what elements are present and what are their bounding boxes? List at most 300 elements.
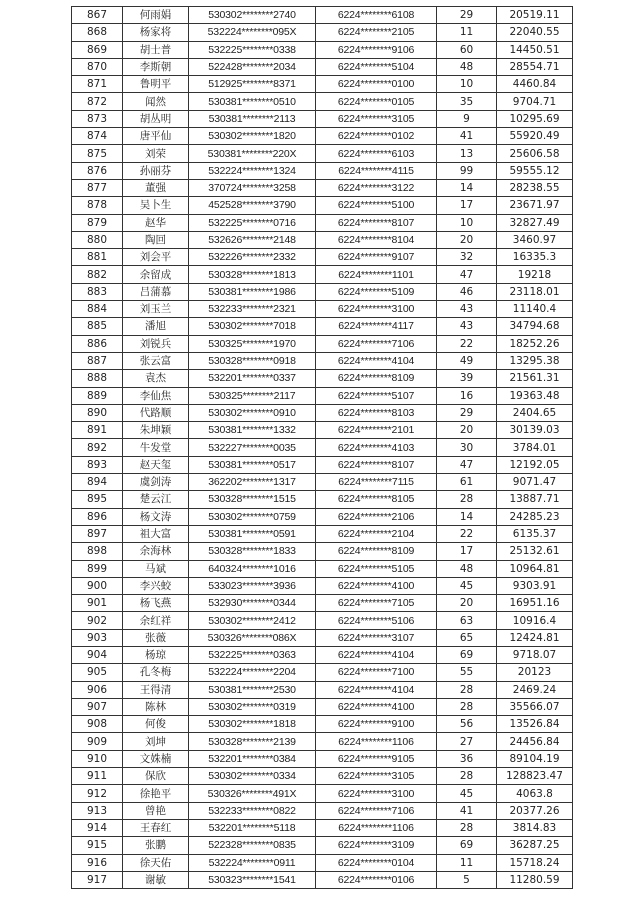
bank-account-cell: 6224********4103 xyxy=(316,439,437,456)
table-row xyxy=(72,266,573,283)
amount-cell: 13295.38 xyxy=(497,352,573,369)
id-number-cell: 530302********1820 xyxy=(189,128,316,145)
id-number-cell: 530302********0334 xyxy=(189,768,316,785)
bank-account-cell: 6224********7106 xyxy=(316,335,437,352)
row-number-cell: 876 xyxy=(72,162,123,179)
row-number-cell: 916 xyxy=(72,854,123,871)
count-cell: 20 xyxy=(437,422,497,439)
amount-cell: 89104.19 xyxy=(497,750,573,767)
table-row xyxy=(72,819,573,836)
bank-account-cell: 6224********7106 xyxy=(316,802,437,819)
name-cell: 刘锐兵 xyxy=(123,335,189,352)
table-row xyxy=(72,231,573,248)
amount-cell: 18252.26 xyxy=(497,335,573,352)
bank-account-cell: 6224********0100 xyxy=(316,76,437,93)
amount-cell: 11140.4 xyxy=(497,301,573,318)
count-cell: 27 xyxy=(437,733,497,750)
count-cell: 16 xyxy=(437,387,497,404)
id-number-cell: 530302********0319 xyxy=(189,698,316,715)
count-cell: 14 xyxy=(437,508,497,525)
table-row xyxy=(72,837,573,854)
bank-account-cell: 6224********7115 xyxy=(316,474,437,491)
bank-account-cell: 6224********5109 xyxy=(316,283,437,300)
name-cell: 孙丽芬 xyxy=(123,162,189,179)
id-number-cell: 532227********0035 xyxy=(189,439,316,456)
count-cell: 10 xyxy=(437,214,497,231)
name-cell: 吴卜生 xyxy=(123,197,189,214)
bank-account-cell: 6224********5106 xyxy=(316,612,437,629)
row-number-cell: 910 xyxy=(72,750,123,767)
name-cell: 谢敏 xyxy=(123,871,189,888)
name-cell: 徐天佑 xyxy=(123,854,189,871)
bank-account-cell: 6224********6108 xyxy=(316,7,437,24)
count-cell: 46 xyxy=(437,283,497,300)
amount-cell: 3814.83 xyxy=(497,819,573,836)
table-row xyxy=(72,577,573,594)
name-cell: 代路顺 xyxy=(123,404,189,421)
name-cell: 朱坤颖 xyxy=(123,422,189,439)
table-row xyxy=(72,335,573,352)
bank-account-cell: 6224********2101 xyxy=(316,422,437,439)
bank-account-cell: 6224********0104 xyxy=(316,854,437,871)
amount-cell: 32827.49 xyxy=(497,214,573,231)
amount-cell: 55920.49 xyxy=(497,128,573,145)
table-row xyxy=(72,768,573,785)
table-row xyxy=(72,422,573,439)
amount-cell: 22040.55 xyxy=(497,24,573,41)
bank-account-cell: 6224********8109 xyxy=(316,543,437,560)
table-row xyxy=(72,318,573,335)
amount-cell: 10964.81 xyxy=(497,560,573,577)
row-number-cell: 913 xyxy=(72,802,123,819)
row-number-cell: 903 xyxy=(72,629,123,646)
row-number-cell: 905 xyxy=(72,664,123,681)
name-cell: 鲁明平 xyxy=(123,76,189,93)
name-cell: 马斌 xyxy=(123,560,189,577)
table-row xyxy=(72,681,573,698)
name-cell: 李斯朝 xyxy=(123,58,189,75)
id-number-cell: 362202********1317 xyxy=(189,474,316,491)
table-body xyxy=(72,7,573,889)
count-cell: 69 xyxy=(437,837,497,854)
name-cell: 余海林 xyxy=(123,543,189,560)
id-number-cell: 530381********0510 xyxy=(189,93,316,110)
amount-cell: 9718.07 xyxy=(497,646,573,663)
amount-cell: 28554.71 xyxy=(497,58,573,75)
count-cell: 22 xyxy=(437,525,497,542)
amount-cell: 15718.24 xyxy=(497,854,573,871)
table-row xyxy=(72,456,573,473)
count-cell: 69 xyxy=(437,646,497,663)
name-cell: 文姝楠 xyxy=(123,750,189,767)
name-cell: 张薇 xyxy=(123,629,189,646)
count-cell: 61 xyxy=(437,474,497,491)
id-number-cell: 530381********0517 xyxy=(189,456,316,473)
count-cell: 17 xyxy=(437,543,497,560)
table-row xyxy=(72,145,573,162)
id-number-cell: 522328********0835 xyxy=(189,837,316,854)
bank-account-cell: 6224********7100 xyxy=(316,664,437,681)
amount-cell: 4460.84 xyxy=(497,76,573,93)
id-number-cell: 530326********086X xyxy=(189,629,316,646)
name-cell: 虞剑涛 xyxy=(123,474,189,491)
id-number-cell: 530325********2117 xyxy=(189,387,316,404)
bank-account-cell: 6224********8107 xyxy=(316,214,437,231)
amount-cell: 9303.91 xyxy=(497,577,573,594)
name-cell: 赵天玺 xyxy=(123,456,189,473)
name-cell: 陶回 xyxy=(123,231,189,248)
count-cell: 39 xyxy=(437,370,497,387)
table-row xyxy=(72,612,573,629)
id-number-cell: 532233********2321 xyxy=(189,301,316,318)
id-number-cell: 530328********2139 xyxy=(189,733,316,750)
table-row xyxy=(72,7,573,24)
name-cell: 唐平仙 xyxy=(123,128,189,145)
amount-cell: 16951.16 xyxy=(497,595,573,612)
row-number-cell: 901 xyxy=(72,595,123,612)
id-number-cell: 370724********3258 xyxy=(189,179,316,196)
id-number-cell: 532201********5118 xyxy=(189,819,316,836)
count-cell: 22 xyxy=(437,335,497,352)
table-row xyxy=(72,197,573,214)
bank-account-cell: 6224********3107 xyxy=(316,629,437,646)
bank-account-cell: 6224********7105 xyxy=(316,595,437,612)
id-number-cell: 532930********0344 xyxy=(189,595,316,612)
id-number-cell: 530302********0759 xyxy=(189,508,316,525)
table-row xyxy=(72,785,573,802)
table-row xyxy=(72,387,573,404)
row-number-cell: 915 xyxy=(72,837,123,854)
count-cell: 45 xyxy=(437,785,497,802)
row-number-cell: 893 xyxy=(72,456,123,473)
name-cell: 王得清 xyxy=(123,681,189,698)
name-cell: 杨飞燕 xyxy=(123,595,189,612)
name-cell: 牛发堂 xyxy=(123,439,189,456)
row-number-cell: 892 xyxy=(72,439,123,456)
row-number-cell: 890 xyxy=(72,404,123,421)
table-row xyxy=(72,162,573,179)
bank-account-cell: 6224********3105 xyxy=(316,768,437,785)
row-number-cell: 868 xyxy=(72,24,123,41)
amount-cell: 25606.58 xyxy=(497,145,573,162)
count-cell: 48 xyxy=(437,560,497,577)
table-row xyxy=(72,76,573,93)
id-number-cell: 530328********1833 xyxy=(189,543,316,560)
bank-account-cell: 6224********9105 xyxy=(316,750,437,767)
table-row xyxy=(72,802,573,819)
table-row xyxy=(72,404,573,421)
row-number-cell: 887 xyxy=(72,352,123,369)
amount-cell: 10916.4 xyxy=(497,612,573,629)
row-number-cell: 902 xyxy=(72,612,123,629)
bank-account-cell: 6224********4104 xyxy=(316,352,437,369)
row-number-cell: 895 xyxy=(72,491,123,508)
row-number-cell: 886 xyxy=(72,335,123,352)
amount-cell: 9704.71 xyxy=(497,93,573,110)
row-number-cell: 888 xyxy=(72,370,123,387)
id-number-cell: 532225********0363 xyxy=(189,646,316,663)
bank-account-cell: 6224********1106 xyxy=(316,733,437,750)
row-number-cell: 872 xyxy=(72,93,123,110)
table-row xyxy=(72,646,573,663)
table-row xyxy=(72,352,573,369)
name-cell: 刘坤 xyxy=(123,733,189,750)
count-cell: 41 xyxy=(437,128,497,145)
name-cell: 李仙焦 xyxy=(123,387,189,404)
id-number-cell: 532225********0338 xyxy=(189,41,316,58)
name-cell: 杨家将 xyxy=(123,24,189,41)
id-number-cell: 530381********220X xyxy=(189,145,316,162)
name-cell: 闻然 xyxy=(123,93,189,110)
table-row xyxy=(72,629,573,646)
bank-account-cell: 6224********8103 xyxy=(316,404,437,421)
row-number-cell: 899 xyxy=(72,560,123,577)
row-number-cell: 880 xyxy=(72,231,123,248)
row-number-cell: 875 xyxy=(72,145,123,162)
amount-cell: 4063.8 xyxy=(497,785,573,802)
name-cell: 胡丛明 xyxy=(123,110,189,127)
count-cell: 17 xyxy=(437,197,497,214)
id-number-cell: 533023********3936 xyxy=(189,577,316,594)
row-number-cell: 914 xyxy=(72,819,123,836)
name-cell: 保欣 xyxy=(123,768,189,785)
count-cell: 28 xyxy=(437,491,497,508)
name-cell: 楚云江 xyxy=(123,491,189,508)
id-number-cell: 532626********2148 xyxy=(189,231,316,248)
row-number-cell: 911 xyxy=(72,768,123,785)
amount-cell: 23118.01 xyxy=(497,283,573,300)
bank-account-cell: 6224********6103 xyxy=(316,145,437,162)
id-number-cell: 532226********2332 xyxy=(189,249,316,266)
id-number-cell: 532224********0911 xyxy=(189,854,316,871)
row-number-cell: 877 xyxy=(72,179,123,196)
row-number-cell: 896 xyxy=(72,508,123,525)
row-number-cell: 883 xyxy=(72,283,123,300)
bank-account-cell: 6224********5105 xyxy=(316,560,437,577)
count-cell: 43 xyxy=(437,301,497,318)
bank-account-cell: 6224********3100 xyxy=(316,301,437,318)
bank-account-cell: 6224********2104 xyxy=(316,525,437,542)
amount-cell: 12192.05 xyxy=(497,456,573,473)
row-number-cell: 917 xyxy=(72,871,123,888)
count-cell: 10 xyxy=(437,76,497,93)
table-row xyxy=(72,698,573,715)
row-number-cell: 873 xyxy=(72,110,123,127)
name-cell: 胡士普 xyxy=(123,41,189,58)
bank-account-cell: 6224********0102 xyxy=(316,128,437,145)
row-number-cell: 878 xyxy=(72,197,123,214)
row-number-cell: 879 xyxy=(72,214,123,231)
count-cell: 63 xyxy=(437,612,497,629)
id-number-cell: 532224********095X xyxy=(189,24,316,41)
count-cell: 35 xyxy=(437,93,497,110)
name-cell: 刘玉兰 xyxy=(123,301,189,318)
bank-account-cell: 6224********0105 xyxy=(316,93,437,110)
count-cell: 29 xyxy=(437,404,497,421)
bank-account-cell: 6224********4104 xyxy=(316,646,437,663)
amount-cell: 36287.25 xyxy=(497,837,573,854)
row-number-cell: 900 xyxy=(72,577,123,594)
bank-account-cell: 6224********9106 xyxy=(316,41,437,58)
id-number-cell: 640324********1016 xyxy=(189,560,316,577)
row-number-cell: 867 xyxy=(72,7,123,24)
bank-account-cell: 6224********5100 xyxy=(316,197,437,214)
amount-cell: 12424.81 xyxy=(497,629,573,646)
count-cell: 13 xyxy=(437,145,497,162)
id-number-cell: 522428********2034 xyxy=(189,58,316,75)
name-cell: 余红祥 xyxy=(123,612,189,629)
id-number-cell: 530381********2530 xyxy=(189,681,316,698)
table-row xyxy=(72,179,573,196)
table-row xyxy=(72,543,573,560)
name-cell: 刘会平 xyxy=(123,249,189,266)
row-number-cell: 885 xyxy=(72,318,123,335)
table-row xyxy=(72,716,573,733)
bank-account-cell: 6224********4100 xyxy=(316,577,437,594)
table-row xyxy=(72,664,573,681)
bank-account-cell: 6224********2106 xyxy=(316,508,437,525)
row-number-cell: 909 xyxy=(72,733,123,750)
id-number-cell: 532224********1324 xyxy=(189,162,316,179)
name-cell: 孔冬梅 xyxy=(123,664,189,681)
id-number-cell: 530328********1515 xyxy=(189,491,316,508)
data-table xyxy=(71,6,573,889)
name-cell: 陈林 xyxy=(123,698,189,715)
amount-cell: 6135.37 xyxy=(497,525,573,542)
row-number-cell: 891 xyxy=(72,422,123,439)
row-number-cell: 884 xyxy=(72,301,123,318)
row-number-cell: 894 xyxy=(72,474,123,491)
count-cell: 14 xyxy=(437,179,497,196)
table-row xyxy=(72,508,573,525)
bank-account-cell: 6224********5107 xyxy=(316,387,437,404)
count-cell: 5 xyxy=(437,871,497,888)
bank-account-cell: 6224********1101 xyxy=(316,266,437,283)
count-cell: 47 xyxy=(437,266,497,283)
name-cell: 徐艳平 xyxy=(123,785,189,802)
table-row xyxy=(72,491,573,508)
amount-cell: 35566.07 xyxy=(497,698,573,715)
id-number-cell: 530381********0591 xyxy=(189,525,316,542)
count-cell: 99 xyxy=(437,162,497,179)
name-cell: 张鹏 xyxy=(123,837,189,854)
row-number-cell: 874 xyxy=(72,128,123,145)
name-cell: 袁杰 xyxy=(123,370,189,387)
name-cell: 祖大富 xyxy=(123,525,189,542)
count-cell: 32 xyxy=(437,249,497,266)
count-cell: 55 xyxy=(437,664,497,681)
id-number-cell: 532224********2204 xyxy=(189,664,316,681)
row-number-cell: 898 xyxy=(72,543,123,560)
bank-account-cell: 6224********9107 xyxy=(316,249,437,266)
id-number-cell: 530302********1818 xyxy=(189,716,316,733)
id-number-cell: 532201********0337 xyxy=(189,370,316,387)
count-cell: 11 xyxy=(437,854,497,871)
bank-account-cell: 6224********9100 xyxy=(316,716,437,733)
amount-cell: 34794.68 xyxy=(497,318,573,335)
row-number-cell: 871 xyxy=(72,76,123,93)
name-cell: 王春红 xyxy=(123,819,189,836)
amount-cell: 2469.24 xyxy=(497,681,573,698)
amount-cell: 21561.31 xyxy=(497,370,573,387)
amount-cell: 128823.47 xyxy=(497,768,573,785)
row-number-cell: 869 xyxy=(72,41,123,58)
table-row xyxy=(72,58,573,75)
table-row xyxy=(72,525,573,542)
bank-account-cell: 6224********0106 xyxy=(316,871,437,888)
count-cell: 28 xyxy=(437,698,497,715)
name-cell: 曾艳 xyxy=(123,802,189,819)
id-number-cell: 530381********1986 xyxy=(189,283,316,300)
name-cell: 余留成 xyxy=(123,266,189,283)
name-cell: 杨琼 xyxy=(123,646,189,663)
amount-cell: 20519.11 xyxy=(497,7,573,24)
count-cell: 65 xyxy=(437,629,497,646)
id-number-cell: 532201********0384 xyxy=(189,750,316,767)
row-number-cell: 870 xyxy=(72,58,123,75)
row-number-cell: 906 xyxy=(72,681,123,698)
count-cell: 56 xyxy=(437,716,497,733)
id-number-cell: 452528********3790 xyxy=(189,197,316,214)
table-row xyxy=(72,214,573,231)
name-cell: 何俊 xyxy=(123,716,189,733)
id-number-cell: 530381********2113 xyxy=(189,110,316,127)
count-cell: 60 xyxy=(437,41,497,58)
row-number-cell: 897 xyxy=(72,525,123,542)
count-cell: 20 xyxy=(437,595,497,612)
count-cell: 20 xyxy=(437,231,497,248)
id-number-cell: 532233********0822 xyxy=(189,802,316,819)
bank-account-cell: 6224********3100 xyxy=(316,785,437,802)
id-number-cell: 530302********0910 xyxy=(189,404,316,421)
row-number-cell: 904 xyxy=(72,646,123,663)
count-cell: 28 xyxy=(437,819,497,836)
id-number-cell: 530323********1541 xyxy=(189,871,316,888)
table-row xyxy=(72,301,573,318)
bank-account-cell: 6224********4117 xyxy=(316,318,437,335)
amount-cell: 28238.55 xyxy=(497,179,573,196)
name-cell: 董强 xyxy=(123,179,189,196)
amount-cell: 14450.51 xyxy=(497,41,573,58)
row-number-cell: 907 xyxy=(72,698,123,715)
count-cell: 45 xyxy=(437,577,497,594)
bank-account-cell: 6224********4115 xyxy=(316,162,437,179)
row-number-cell: 881 xyxy=(72,249,123,266)
amount-cell: 13887.71 xyxy=(497,491,573,508)
row-number-cell: 908 xyxy=(72,716,123,733)
count-cell: 9 xyxy=(437,110,497,127)
table-row xyxy=(72,93,573,110)
id-number-cell: 530325********1970 xyxy=(189,335,316,352)
amount-cell: 20377.26 xyxy=(497,802,573,819)
bank-account-cell: 6224********1106 xyxy=(316,819,437,836)
table-row xyxy=(72,439,573,456)
id-number-cell: 530302********2740 xyxy=(189,7,316,24)
id-number-cell: 532225********0716 xyxy=(189,214,316,231)
amount-cell: 9071.47 xyxy=(497,474,573,491)
table-row xyxy=(72,854,573,871)
count-cell: 36 xyxy=(437,750,497,767)
id-number-cell: 530328********1813 xyxy=(189,266,316,283)
bank-account-cell: 6224********3122 xyxy=(316,179,437,196)
table-row xyxy=(72,41,573,58)
count-cell: 43 xyxy=(437,318,497,335)
amount-cell: 30139.03 xyxy=(497,422,573,439)
name-cell: 刘荣 xyxy=(123,145,189,162)
table-row xyxy=(72,283,573,300)
amount-cell: 19363.48 xyxy=(497,387,573,404)
bank-account-cell: 6224********5104 xyxy=(316,58,437,75)
